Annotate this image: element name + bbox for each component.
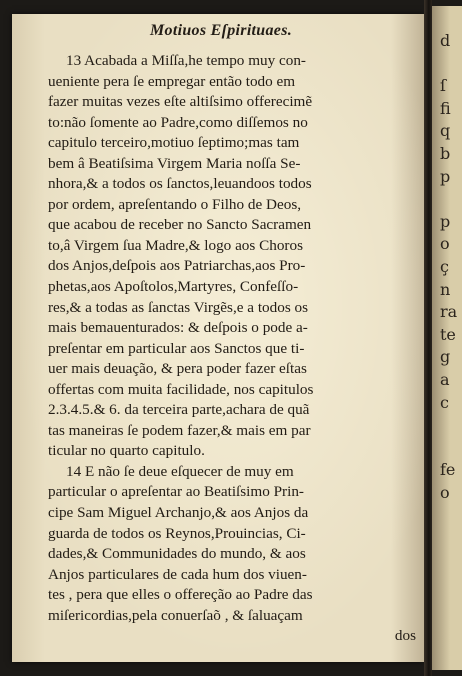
text-line: guarda de todos os Reynos,Prouincias, Ci-	[48, 524, 306, 542]
text-line: dos Anjos,deſpois aos Patriarchas,aos Pro-	[48, 257, 306, 275]
text-line: dades,& Communidades do mundo, & aos	[48, 545, 306, 563]
text-line: offertas com muita facilidade, nos capitulos	[48, 380, 314, 398]
text-line: mais bemauenturados: & deſpois o pode a-	[48, 319, 308, 337]
facing-page-letter	[440, 188, 454, 211]
facing-page-letter: q	[440, 121, 451, 141]
text-line: ticular no quarto capitulo.	[48, 442, 205, 460]
text-line: que acabou de receber no Sancto Sacramen	[48, 216, 312, 234]
running-head: Motiuos Eſpirituaes.	[150, 22, 293, 39]
facing-page-letter: ſ	[440, 76, 446, 96]
book-gutter	[424, 0, 432, 676]
text-line: Anjos particulares de cada hum dos viuen-	[48, 565, 307, 583]
facing-page-letter	[440, 437, 454, 460]
text-line: phetas,aos Apoſtolos,Martyres, Confeſſo-	[48, 278, 299, 296]
text-line: 14 E não ſe deue eſquecer de muy em	[66, 462, 294, 480]
text-line: tes , pera que elles o offereção ao Padre das	[48, 586, 313, 604]
facing-page-letter: d	[440, 31, 451, 50]
facing-page-letter: te	[440, 324, 456, 344]
text-line: res,& a todas as ſanctas Virgẽs,e a todos os	[48, 298, 309, 316]
facing-page-letter: fe	[440, 460, 456, 480]
text-line: dos	[394, 627, 416, 645]
text-line: tas maneiras ſe podem fazer,& mais em par	[48, 421, 311, 439]
facing-page-letter: ra	[440, 302, 458, 322]
text-line: fazer muitas vezes eſte altiſsimo offerecimẽ	[48, 93, 313, 111]
facing-page-letter: c	[440, 392, 449, 412]
facing-page-letter	[440, 595, 454, 618]
text-line: nhora,& a todos os ſanctos,leuandoos todos	[48, 175, 312, 193]
facing-page-letter: fi	[440, 98, 451, 118]
text-line: to:não ſomente ao Padre,como diſſemos no	[48, 113, 308, 131]
text-line: to,â Virgem ſua Madre,& logo aos Choros	[48, 236, 303, 254]
facing-page-letter: n	[440, 279, 451, 299]
facing-page-letter: a	[440, 369, 450, 389]
facing-page-letter	[440, 527, 454, 550]
text-line: particular o apreſentar ao Beatiſsimo Prin-	[48, 483, 304, 501]
facing-page-letter: p	[440, 211, 451, 231]
facing-page-letter	[440, 504, 454, 527]
facing-page-letter	[440, 572, 454, 595]
text-line: capitulo terceiro,motiuo ſeptimo;mas tam	[48, 134, 300, 152]
facing-page-letter	[440, 414, 454, 437]
text-line: preſentar em particular aos Sanctos que ti-	[48, 339, 305, 357]
facing-page-letters	[440, 30, 458, 640]
facing-page-letter: o	[440, 482, 450, 502]
text-line: cipe Sam Miguel Archanjo,& aos Anjos da	[48, 504, 309, 522]
facing-page-letter: ç	[440, 256, 449, 276]
text-line: bem â Beatiſsima Virgem Maria noſſa Se-	[48, 154, 301, 172]
text-line: ueniente pera ſe empregar então todo em	[48, 72, 296, 90]
text-line: 13 Acabada a Miſſa,he tempo muy con-	[66, 52, 306, 69]
facing-page-letter	[440, 550, 454, 573]
body-text	[48, 51, 420, 647]
text-line: miſericordias,pela conuerſaõ , & ſaluaçam	[48, 606, 303, 624]
text-line: 2.3.4.5.& 6. da terceira parte,achara de quã	[48, 401, 310, 419]
facing-page-letter	[440, 53, 454, 76]
facing-page-letter: g	[440, 347, 451, 367]
facing-page-letter: o	[440, 234, 450, 254]
facing-page-letter: p	[440, 166, 451, 186]
text-line: uer mais deuação, & pera poder fazer eſtas	[48, 360, 307, 378]
facing-page-letter	[440, 617, 454, 640]
facing-page-letter: b	[440, 143, 451, 163]
text-line: por ordem, apreſentando o Filho de Deos,	[48, 195, 302, 213]
